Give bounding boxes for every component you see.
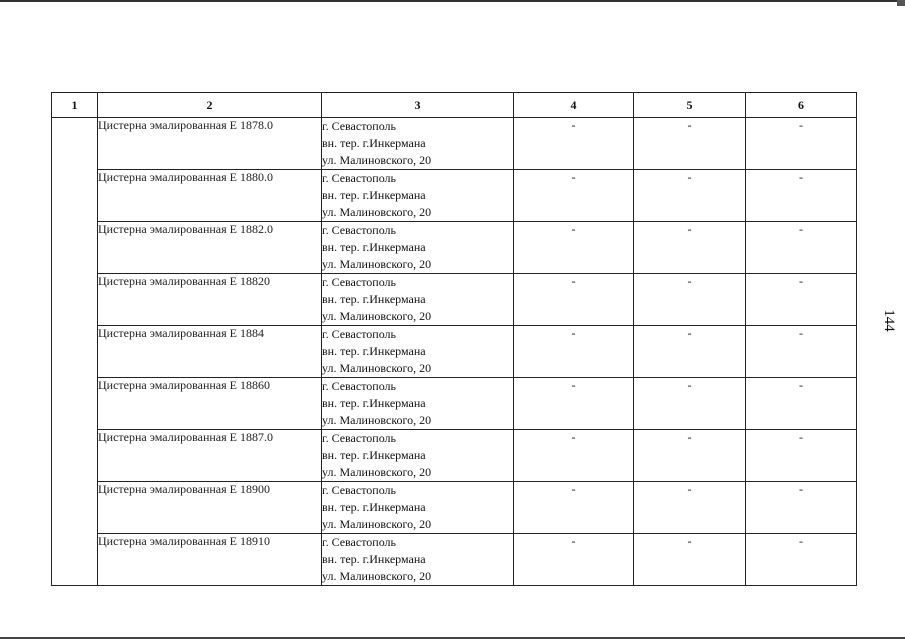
col6-cell: - xyxy=(746,378,857,430)
col4-cell: - xyxy=(514,378,634,430)
address-city: г. Севастополь xyxy=(322,223,397,237)
col4-cell: - xyxy=(514,430,634,482)
address-street: ул. Малиновского, 20 xyxy=(322,205,432,219)
address-city: г. Севастополь xyxy=(322,483,397,497)
col5-cell: - xyxy=(634,274,746,326)
table-row xyxy=(52,326,857,378)
table-row xyxy=(52,378,857,430)
scan-bottom-border xyxy=(0,637,905,639)
column-header-2: 2 xyxy=(98,93,322,118)
address-district: вн. тер. г.Инкермана xyxy=(322,188,426,202)
table-row xyxy=(52,274,857,326)
table-header xyxy=(52,93,857,118)
address-district: вн. тер. г.Инкермана xyxy=(322,240,426,254)
address-cell xyxy=(322,326,514,378)
col5-cell: - xyxy=(634,430,746,482)
index-cell-merged xyxy=(52,118,98,586)
header-row xyxy=(52,93,857,118)
address-cell xyxy=(322,534,514,586)
col4-cell: - xyxy=(514,170,634,222)
scan-corner-mark xyxy=(897,0,905,6)
item-name-cell: Цистерна эмалированная Е 1882.0 xyxy=(98,222,322,274)
address-cell xyxy=(322,378,514,430)
address-street: ул. Малиновского, 20 xyxy=(322,517,432,531)
address-cell xyxy=(322,430,514,482)
column-header-4: 4 xyxy=(514,93,634,118)
table-row xyxy=(52,430,857,482)
col6-cell: - xyxy=(746,170,857,222)
address-street: ул. Малиновского, 20 xyxy=(322,465,432,479)
address-cell xyxy=(322,222,514,274)
col4-cell: - xyxy=(514,482,634,534)
item-name-cell: Цистерна эмалированная Е 18820 xyxy=(98,274,322,326)
address-district: вн. тер. г.Инкермана xyxy=(322,136,426,150)
item-name-cell: Цистерна эмалированная Е 1880.0 xyxy=(98,170,322,222)
address-street: ул. Малиновского, 20 xyxy=(322,569,432,583)
address-district: вн. тер. г.Инкермана xyxy=(322,552,426,566)
address-street: ул. Малиновского, 20 xyxy=(322,153,432,167)
table-body xyxy=(52,118,857,586)
table-row xyxy=(52,534,857,586)
item-name-cell: Цистерна эмалированная Е 1884 xyxy=(98,326,322,378)
column-header-5: 5 xyxy=(634,93,746,118)
address-district: вн. тер. г.Инкермана xyxy=(322,396,426,410)
col5-cell: - xyxy=(634,534,746,586)
address-street: ул. Малиновского, 20 xyxy=(322,257,432,271)
scan-top-border xyxy=(0,0,905,2)
col6-cell: - xyxy=(746,274,857,326)
page-number: 144 xyxy=(880,309,897,332)
address-street: ул. Малиновского, 20 xyxy=(322,361,432,375)
col6-cell: - xyxy=(746,222,857,274)
address-street: ул. Малиновского, 20 xyxy=(322,413,432,427)
item-name-cell: Цистерна эмалированная Е 18910 xyxy=(98,534,322,586)
address-city: г. Севастополь xyxy=(322,275,397,289)
col5-cell: - xyxy=(634,378,746,430)
col5-cell: - xyxy=(634,326,746,378)
address-cell xyxy=(322,170,514,222)
col6-cell: - xyxy=(746,326,857,378)
col4-cell: - xyxy=(514,118,634,170)
address-street: ул. Малиновского, 20 xyxy=(322,309,432,323)
table-row xyxy=(52,118,857,170)
col4-cell: - xyxy=(514,222,634,274)
col4-cell: - xyxy=(514,274,634,326)
col4-cell: - xyxy=(514,534,634,586)
address-city: г. Севастополь xyxy=(322,431,397,445)
address-cell xyxy=(322,482,514,534)
address-district: вн. тер. г.Инкермана xyxy=(322,344,426,358)
address-city: г. Севастополь xyxy=(322,119,397,133)
table-row xyxy=(52,170,857,222)
address-district: вн. тер. г.Инкермана xyxy=(322,500,426,514)
col6-cell: - xyxy=(746,534,857,586)
address-city: г. Севастополь xyxy=(322,171,397,185)
column-header-6: 6 xyxy=(746,93,857,118)
col5-cell: - xyxy=(634,170,746,222)
item-name-cell: Цистерна эмалированная Е 1887.0 xyxy=(98,430,322,482)
address-city: г. Севастополь xyxy=(322,327,397,341)
col5-cell: - xyxy=(634,222,746,274)
item-name-cell: Цистерна эмалированная Е 18900 xyxy=(98,482,322,534)
table-row xyxy=(52,482,857,534)
item-name-cell: Цистерна эмалированная Е 18860 xyxy=(98,378,322,430)
col5-cell: - xyxy=(634,118,746,170)
col5-cell: - xyxy=(634,482,746,534)
inventory-table xyxy=(51,92,857,586)
address-city: г. Севастополь xyxy=(322,535,397,549)
address-city: г. Севастополь xyxy=(322,379,397,393)
column-header-1: 1 xyxy=(52,93,98,118)
address-cell xyxy=(322,274,514,326)
column-header-3: 3 xyxy=(322,93,514,118)
col6-cell: - xyxy=(746,482,857,534)
col6-cell: - xyxy=(746,118,857,170)
col4-cell: - xyxy=(514,326,634,378)
item-name-cell: Цистерна эмалированная Е 1878.0 xyxy=(98,118,322,170)
col6-cell: - xyxy=(746,430,857,482)
address-district: вн. тер. г.Инкермана xyxy=(322,292,426,306)
address-district: вн. тер. г.Инкермана xyxy=(322,448,426,462)
address-cell xyxy=(322,118,514,170)
table-row xyxy=(52,222,857,274)
